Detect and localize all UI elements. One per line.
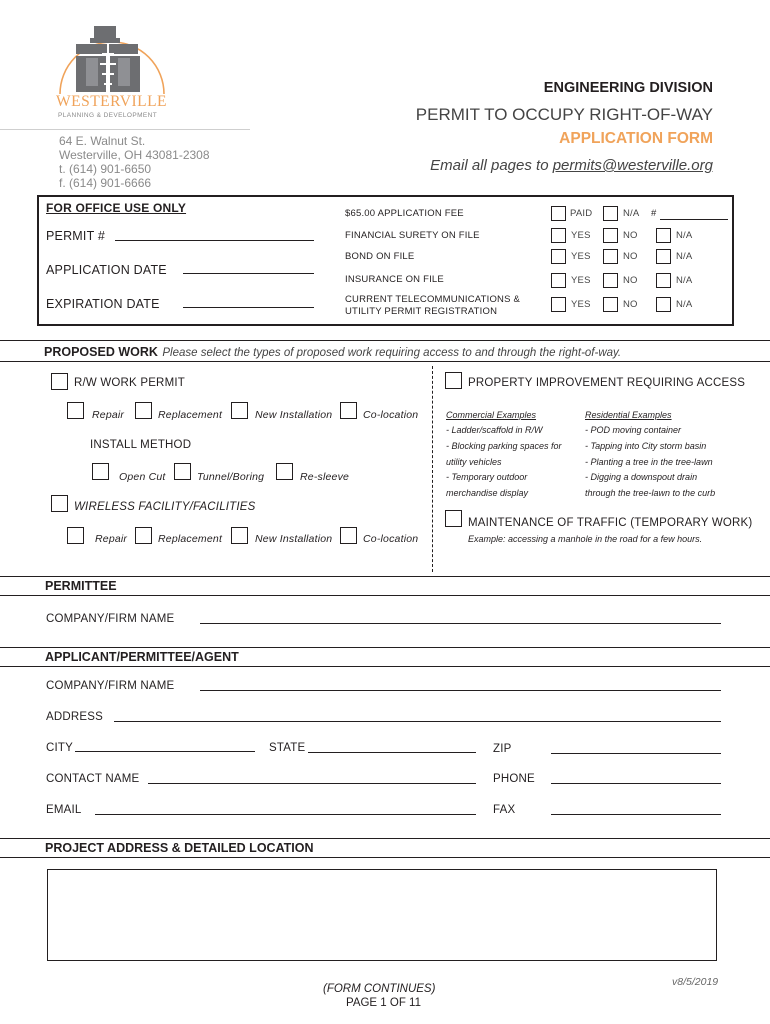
logo-subtitle: PLANNING & DEVELOPMENT (58, 112, 158, 119)
applicant-contact-field[interactable] (148, 783, 476, 784)
applicant-company-field[interactable] (200, 690, 721, 691)
form-continues-label: (FORM CONTINUES) (323, 983, 436, 995)
address-street: 64 E. Walnut St. (59, 134, 146, 148)
rw-colocation-checkbox[interactable] (340, 402, 357, 419)
telecom-no-checkbox[interactable] (603, 297, 618, 312)
hash-label: # (651, 208, 657, 219)
page-number-label: PAGE 1 OF 11 (346, 997, 421, 1009)
address-phone: t. (614) 901-6650 (59, 162, 152, 176)
maintenance-of-traffic-checkbox[interactable] (445, 510, 462, 527)
residential-example-4: - Digging a downspout drain (585, 472, 698, 482)
fee-na-checkbox[interactable] (603, 206, 618, 221)
wireless-repair-checkbox[interactable] (67, 527, 84, 544)
insurance-label: INSURANCE ON FILE (345, 274, 444, 285)
applicant-city-label: CITY (46, 742, 73, 754)
applicant-phone-field[interactable] (551, 783, 721, 784)
fee-label: $65.00 APPLICATION FEE (345, 208, 464, 219)
expiration-date-field[interactable] (183, 307, 314, 308)
insurance-no-checkbox[interactable] (603, 273, 618, 288)
email-instruction (430, 157, 713, 174)
telecom-yes-label: YES (571, 299, 591, 310)
property-improvement-checkbox[interactable] (445, 372, 462, 389)
bond-yes-label: YES (571, 251, 591, 262)
surety-no-checkbox[interactable] (603, 228, 618, 243)
commercial-examples-title: Commercial Examples (446, 410, 537, 420)
surety-na-checkbox[interactable] (656, 228, 671, 243)
surety-label: FINANCIAL SURETY ON FILE (345, 230, 480, 241)
wireless-new-installation-label: New Installation (255, 533, 333, 545)
rw-replacement-checkbox[interactable] (135, 402, 152, 419)
division-title: ENGINEERING DIVISION (543, 80, 713, 96)
resleeve-label: Re-sleeve (300, 471, 350, 483)
applicant-title: APPLICANT/PERMITTEE/AGENT (45, 650, 239, 664)
bond-label: BOND ON FILE (345, 251, 415, 262)
wireless-replacement-checkbox[interactable] (135, 527, 152, 544)
applicant-address-label: ADDRESS (46, 711, 103, 723)
telecom-na-checkbox[interactable] (656, 297, 671, 312)
rw-work-permit-label: R/W WORK PERMIT (74, 377, 185, 389)
rw-work-permit-checkbox[interactable] (51, 373, 68, 390)
fee-number-field[interactable] (660, 219, 728, 220)
paid-label: PAID (570, 208, 593, 219)
form-title: PERMIT TO OCCUPY RIGHT-OF-WAY (415, 105, 713, 124)
expiration-date-label: EXPIRATION DATE (46, 297, 160, 311)
applicant-phone-label: PHONE (493, 773, 535, 785)
permit-number-field[interactable] (115, 240, 314, 241)
open-cut-label: Open Cut (119, 471, 166, 483)
address-fax: f. (614) 901-6666 (59, 176, 152, 190)
address-city: Westerville, OH 43081-2308 (59, 148, 210, 162)
form-subtitle: APPLICATION FORM (559, 130, 713, 147)
applicant-company-label: COMPANY/FIRM NAME (46, 680, 175, 692)
paid-checkbox[interactable] (551, 206, 566, 221)
rw-replacement-label: Replacement (158, 409, 223, 421)
version-label: v8/5/2019 (672, 976, 719, 988)
wireless-repair-label: Repair (95, 533, 128, 545)
resleeve-checkbox[interactable] (276, 463, 293, 480)
commercial-example-1: - Ladder/scaffold in R/W (446, 425, 543, 435)
surety-yes-label: YES (571, 230, 591, 241)
residential-example-3: - Planting a tree in the tree-lawn (585, 457, 713, 467)
applicant-email-label: EMAIL (46, 804, 82, 816)
commercial-example-2: - Blocking parking spaces for (446, 441, 562, 451)
residential-example-5: through the tree-lawn to the curb (585, 488, 716, 498)
applicant-state-field[interactable] (308, 752, 476, 753)
wireless-replacement-label: Replacement (158, 533, 223, 545)
telecom-label-1: CURRENT TELECOMMUNICATIONS & (345, 294, 521, 305)
bond-no-label: NO (623, 251, 638, 262)
surety-na-label: N/A (676, 230, 693, 241)
commercial-example-5: merchandise display (446, 488, 529, 498)
surety-no-label: NO (623, 230, 638, 241)
maintenance-of-traffic-example: Example: accessing a manhole in the road for a few hours. (468, 534, 703, 544)
permittee-company-field[interactable] (200, 623, 721, 624)
telecom-yes-checkbox[interactable] (551, 297, 566, 312)
email-prefix: Email all pages to (430, 157, 553, 174)
maintenance-of-traffic-label: MAINTENANCE OF TRAFFIC (TEMPORARY WORK) (468, 517, 753, 529)
office-use-title: FOR OFFICE USE ONLY (46, 201, 187, 215)
property-improvement-label: PROPERTY IMPROVEMENT REQUIRING ACCESS (468, 377, 746, 389)
wireless-facility-label: WIRELESS FACILITY/FACILITIES (74, 501, 256, 513)
proposed-work-note: Please select the types of proposed work requiring access to and through the right-of-way. (162, 347, 622, 359)
proposed-divider (432, 366, 433, 572)
permittee-company-label: COMPANY/FIRM NAME (46, 613, 175, 625)
insurance-yes-checkbox[interactable] (551, 273, 566, 288)
telecom-na-label: N/A (676, 299, 693, 310)
insurance-na-label: N/A (676, 275, 693, 286)
insurance-na-checkbox[interactable] (656, 273, 671, 288)
commercial-example-4: - Temporary outdoor (446, 472, 528, 482)
rw-new-installation-checkbox[interactable] (231, 402, 248, 419)
wireless-colocation-label: Co-location (363, 533, 419, 545)
wireless-colocation-checkbox[interactable] (340, 527, 357, 544)
fee-na-label: N/A (623, 208, 640, 219)
project-location-textarea[interactable] (47, 869, 717, 961)
residential-example-2: - Tapping into City storm basin (585, 441, 707, 451)
project-title: PROJECT ADDRESS & DETAILED LOCATION (45, 841, 314, 855)
bond-na-checkbox[interactable] (656, 249, 671, 264)
rw-colocation-label: Co-location (363, 409, 419, 421)
applicant-zip-field[interactable] (551, 753, 721, 754)
residential-examples-title: Residential Examples (585, 410, 672, 420)
open-cut-checkbox[interactable] (92, 463, 109, 480)
telecom-no-label: NO (623, 299, 638, 310)
applicant-email-field[interactable] (95, 814, 476, 815)
surety-yes-checkbox[interactable] (551, 228, 566, 243)
bond-yes-checkbox[interactable] (551, 249, 566, 264)
applicant-fax-label: FAX (493, 804, 516, 816)
insurance-yes-label: YES (571, 275, 591, 286)
permit-number-label: PERMIT # (46, 229, 106, 243)
bond-na-label: N/A (676, 251, 693, 262)
permittee-title: PERMITTEE (45, 579, 117, 593)
telecom-label-2: UTILITY PERMIT REGISTRATION (345, 306, 498, 317)
applicant-state-label: STATE (269, 742, 306, 754)
proposed-work-heading (44, 343, 621, 361)
commercial-example-3: utility vehicles (446, 457, 502, 467)
tunnel-boring-label: Tunnel/Boring (197, 471, 265, 483)
insurance-no-label: NO (623, 275, 638, 286)
proposed-work-title: PROPOSED WORK (44, 345, 158, 359)
wireless-facility-checkbox[interactable] (51, 495, 68, 512)
wireless-new-installation-checkbox[interactable] (231, 527, 248, 544)
applicant-city-field[interactable] (75, 751, 255, 752)
applicant-address-field[interactable] (114, 721, 721, 722)
logo-name: WESTERVILLE (56, 93, 168, 110)
tunnel-boring-checkbox[interactable] (174, 463, 191, 480)
application-date-field[interactable] (183, 273, 314, 274)
bond-no-checkbox[interactable] (603, 249, 618, 264)
install-method-label: INSTALL METHOD (90, 439, 192, 451)
applicant-contact-label: CONTACT NAME (46, 773, 140, 785)
applicant-zip-label: ZIP (493, 743, 512, 755)
applicant-fax-field[interactable] (551, 814, 721, 815)
application-date-label: APPLICATION DATE (46, 263, 167, 277)
rw-repair-checkbox[interactable] (67, 402, 84, 419)
residential-example-1: - POD moving container (585, 425, 682, 435)
email-link[interactable]: permits@westerville.org (552, 157, 713, 174)
rw-repair-label: Repair (92, 409, 125, 421)
rw-new-installation-label: New Installation (255, 409, 333, 421)
